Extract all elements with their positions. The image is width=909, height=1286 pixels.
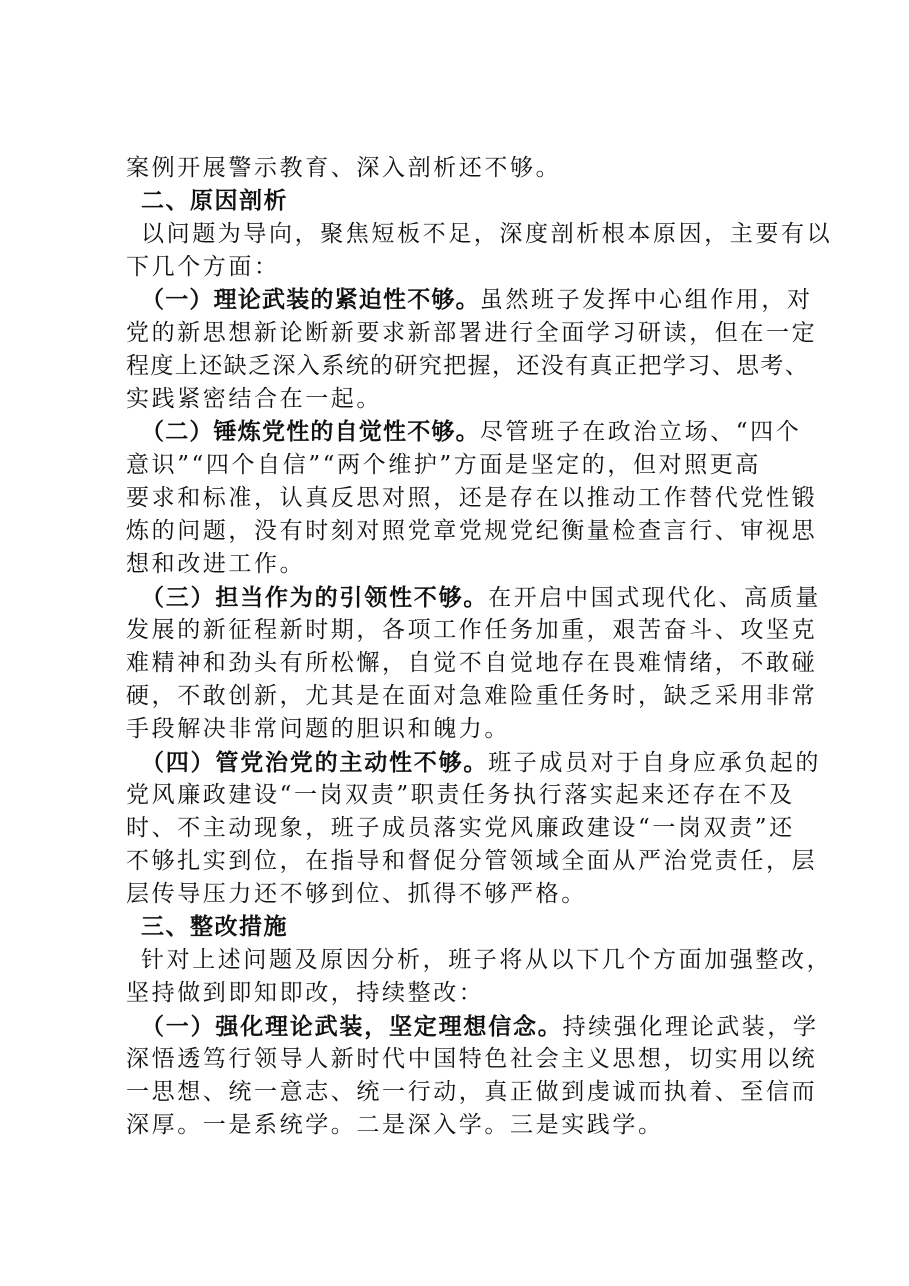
text-line: 以问题为导向，聚焦短板不足，深度剖析根本原因，主要有以 [141,221,833,247]
paragraph-text: 持续强化理论武装，学 [562,1014,819,1040]
text-line: 炼的问题，没有时刻对照党章党规党纪衡量检查言行、审视思 [126,518,818,544]
text-line: 层传导压力还不够到位、抓得不够严格。 [126,881,587,907]
text-line: 深厚。一是系统学。二是深入学。三是实践学。 [126,1112,664,1138]
text-line: 程度上还缺乏深入系统的研究把握，还没有真正把学习、思考、 [126,353,810,379]
paragraph-first-line [141,416,801,449]
text-line: 手段解决非常问题的胆识和魄力。 [126,716,510,742]
section-heading-rectification-measures: 三、整改措施 [141,914,288,940]
text-line: 要求和标准，认真反思对照，还是存在以推动工作替代党性锻 [126,485,818,511]
text-line: 下几个方面： [126,254,280,280]
paragraph-first-line [141,284,813,317]
paragraph-text: 在开启中国式现代化、高质量 [488,585,822,611]
paragraph-lead: （一）理论武装的紧迫性不够。 [141,287,480,313]
text-line: 深悟透笃行领导人新时代中国特色社会主义思想，切实用以统 [126,1046,818,1072]
section-heading-cause-analysis: 二、原因剖析 [141,188,288,214]
paragraph-lead: （四）管党治党的主动性不够。 [141,749,489,776]
paragraph-first-line [141,1010,819,1044]
paragraph-first-line [141,746,821,780]
text-line: 案例开展警示教育、深入剖析还不够。 [126,155,562,181]
paragraph-first-line [141,581,821,615]
text-line: 坚持做到即知即改，持续整改： [126,980,485,1006]
paragraph-text: 班子成员对于自身应承负起的 [488,750,822,776]
text-line: 硬，不敢创新，尤其是在面对急难险重任务时，缺乏采用非常 [126,683,818,709]
paragraph-lead: （二）锤炼党性的自觉性不够。 [141,419,480,445]
text-line: 难精神和劲头有所松懈，自觉不自觉地存在畏难情绪，不敢碰 [126,650,818,676]
text-line: 党的新思想新论断新要求新部署进行全面学习研读，但在一定 [126,320,818,346]
paragraph-lead: （三）担当作为的引领性不够。 [141,584,489,611]
paragraph-text: 虽然班子发挥中心组作用，对 [479,287,813,313]
text-line: 时、不主动现象，班子成员落实党风廉政建设“一岗双责”还 [126,815,795,841]
text-line: 针对上述问题及原因分析，班子将从以下几个方面加强整改， [141,947,833,973]
text-line: 不够扎实到位，在指导和督促分管领域全面从严治党责任，层 [126,848,818,874]
text-line: 想和改进工作。 [126,551,306,577]
text-line: 发展的新征程新时期，各项工作任务加重，艰苦奋斗、攻坚克 [126,617,818,643]
text-line: 实践紧密结合在一起。 [126,386,382,412]
paragraph-lead: （一）强化理论武装，坚定理想信念。 [141,1013,563,1040]
text-line: 意识”“四个自信”“两个维护”方面是坚定的，但对照更高 [126,452,761,478]
text-line: 一思想、统一意志、统一行动，真正做到虔诚而执着、至信而 [126,1079,818,1105]
text-line: 党风廉政建设“一岗双责”职责任务执行落实起来还存在不及 [126,782,795,808]
paragraph-text: 尽管班子在政治立场、“四个 [479,419,802,445]
